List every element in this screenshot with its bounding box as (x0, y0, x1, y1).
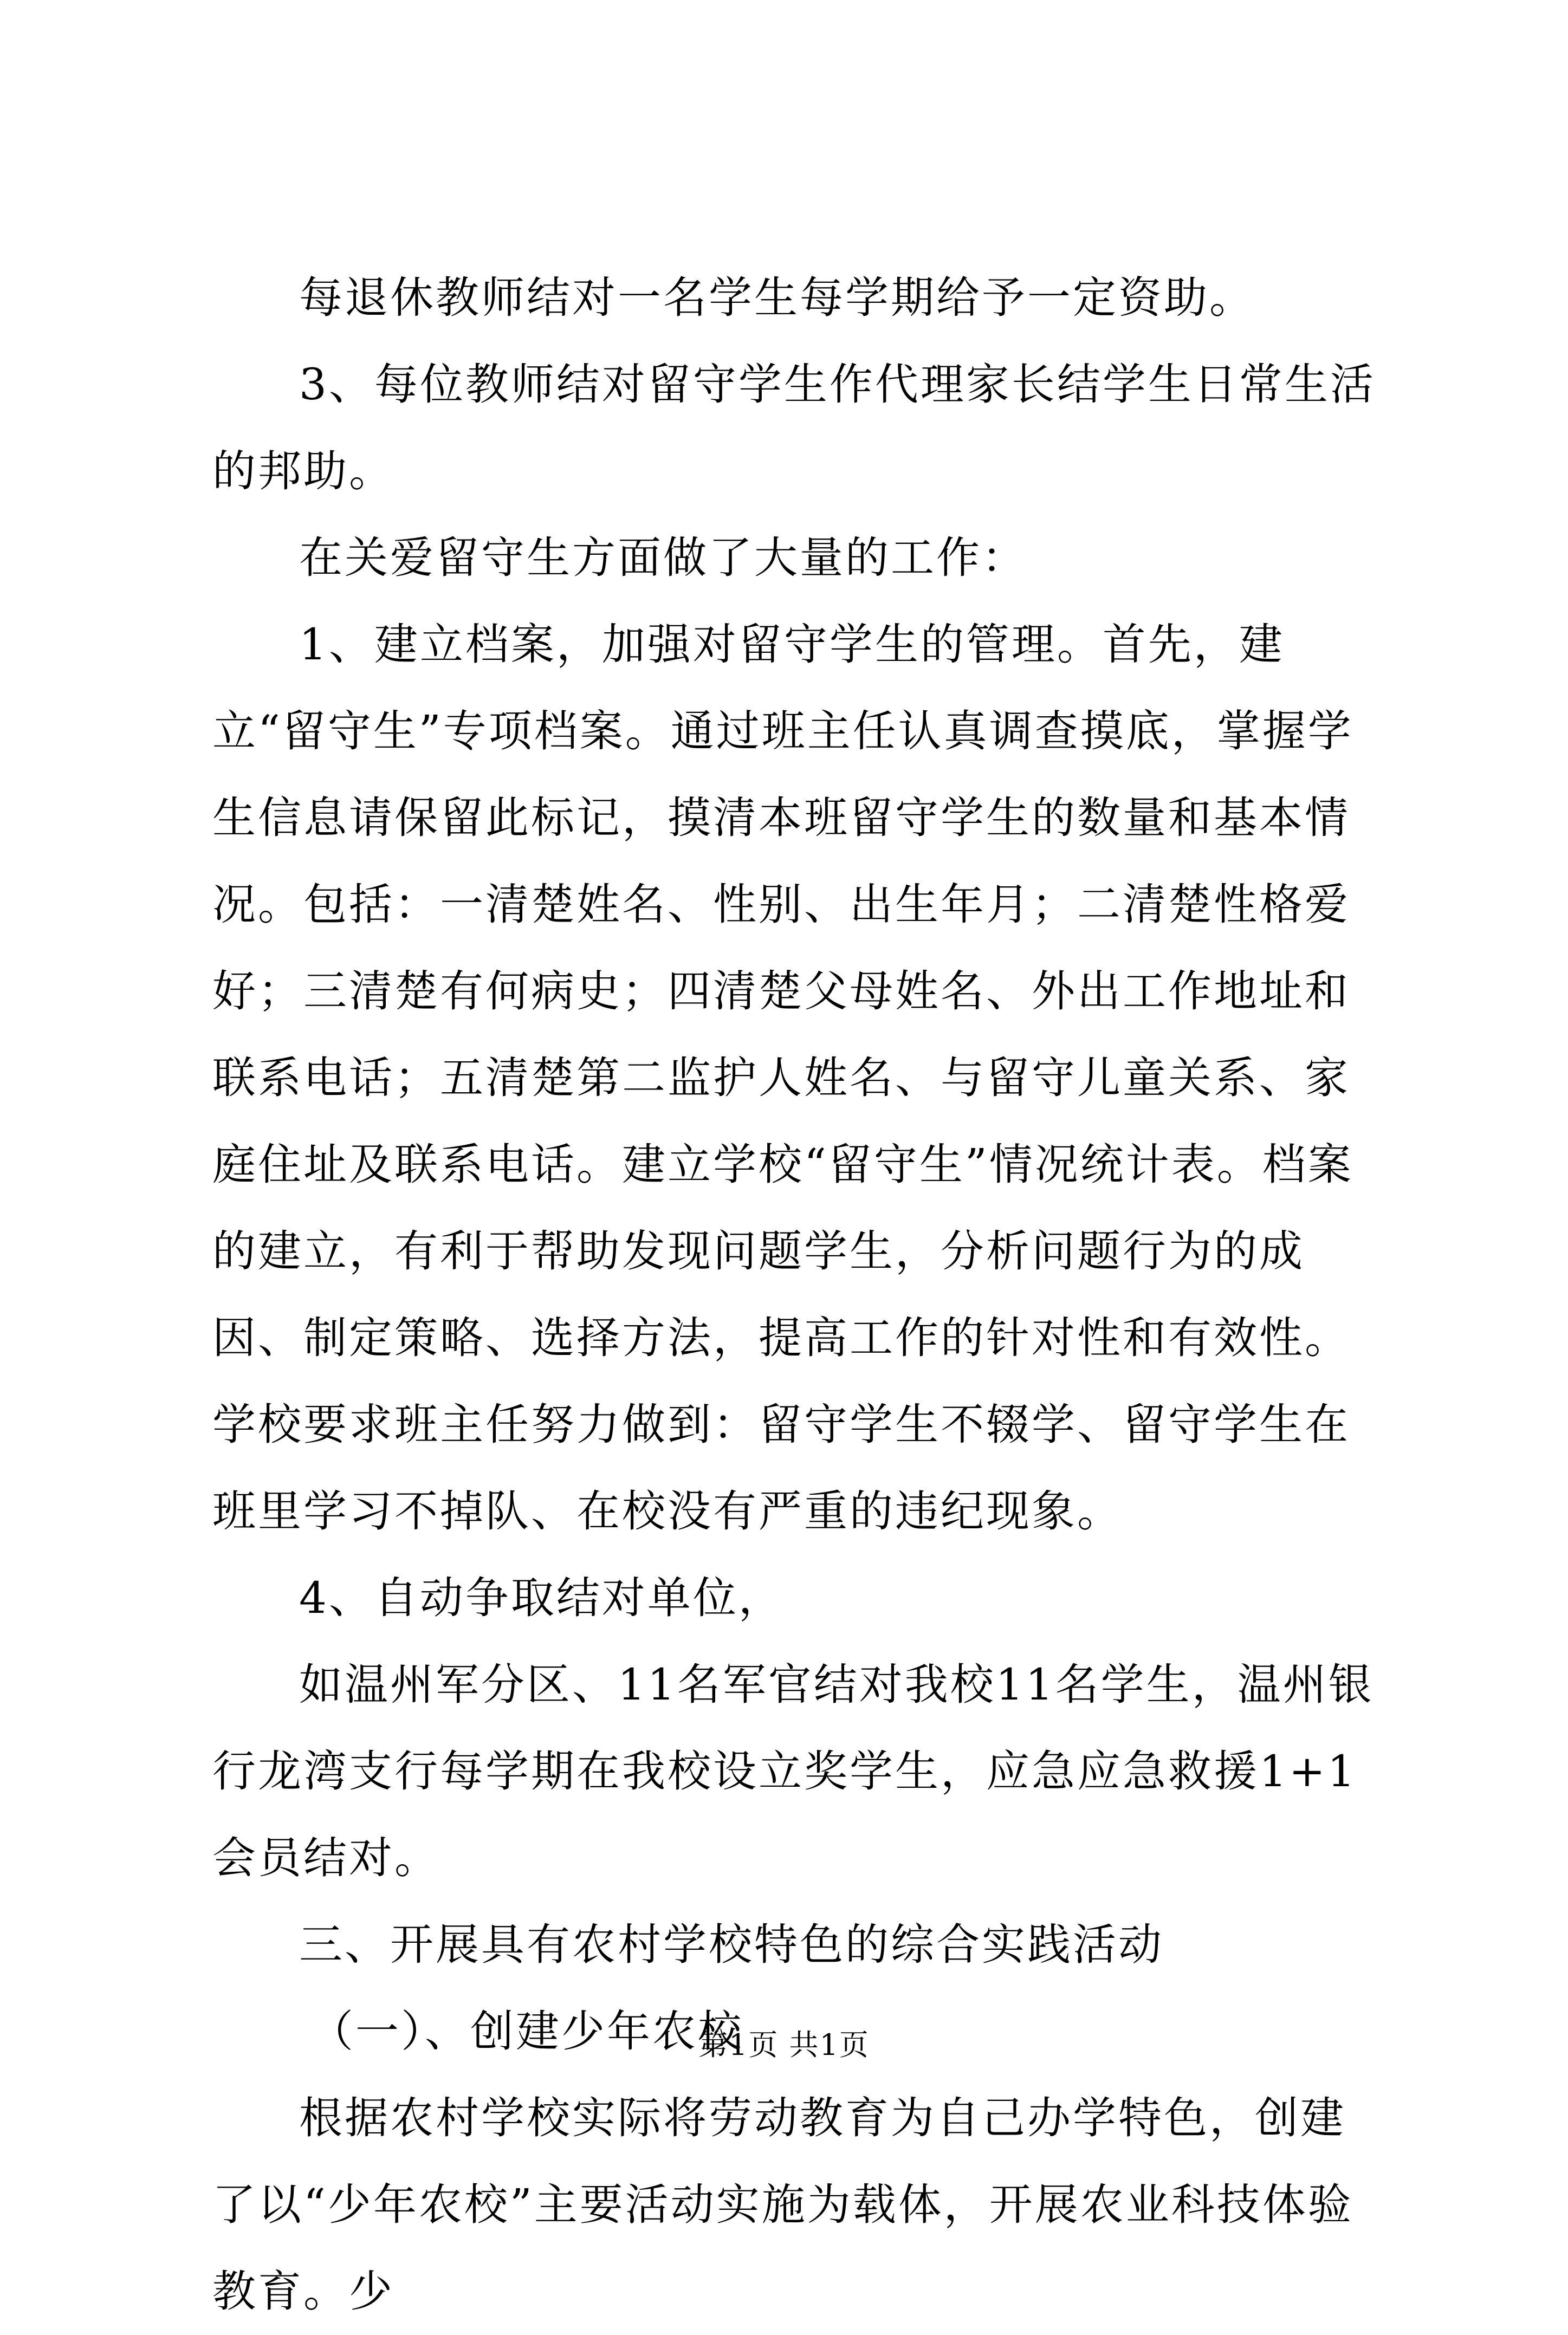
paragraph-8: 根据农村学校实际将劳动教育为自己办学特色，创建了以“少年农校”主要活动实施为载体，开展农业科技体验教育。少 (212, 2093, 1353, 2317)
paragraph-6: 如温州军分区、11名军官结对我校11名学生，温州银行龙湾支行每学期在我校设立奖学生，应急应急救援1+1会员结对。 (212, 1659, 1374, 1883)
paragraph-4: 1、建立档案，加强对留守学生的管理。首先，建立“留守生”专项档案。通过班主任认真调查摸底，掌握学生信息请保留此标记，摸清本班留守学生的数量和基本情况。包括：一清楚姓名、性别、出生年月；二清楚性格爱好；三清楚有何病史；四清楚父母姓名、外出工作地址和联系电话；五清楚第二监护人姓名、与留守儿童关系、家庭住址及联系电话。建立学校“留守生”情况统计表。档案的建立，有利于帮助发现问题学生，分析问题行为的成因、制定策略、选择方法，提高工作的针对性和有效性。学校要求班主任努力做到：留守学生不辍学、留守学生在班里学习不掉队、在校没有严重的违纪现象。 (212, 619, 1353, 1536)
section-heading-1: （一）、创建少年农校 (310, 2006, 743, 2057)
paragraph-1: 每退休教师结对一名学生每学期给予一定资助。 (299, 273, 1255, 323)
paragraph-5: 4、自动争取结对单位， (299, 1573, 784, 1623)
document-body (212, 255, 1377, 2335)
paragraph-2: 3、每位教师结对留守学生作代理家长结学生日常生活的邦助。 (212, 359, 1376, 496)
paragraph-3: 在关爱留守生方面做了大量的工作： (299, 533, 1027, 583)
page-footer: 第1页 共1页 (698, 2028, 870, 2062)
paragraph-7: 三、开展具有农村学校特色的综合实践活动 (299, 1919, 1164, 1970)
